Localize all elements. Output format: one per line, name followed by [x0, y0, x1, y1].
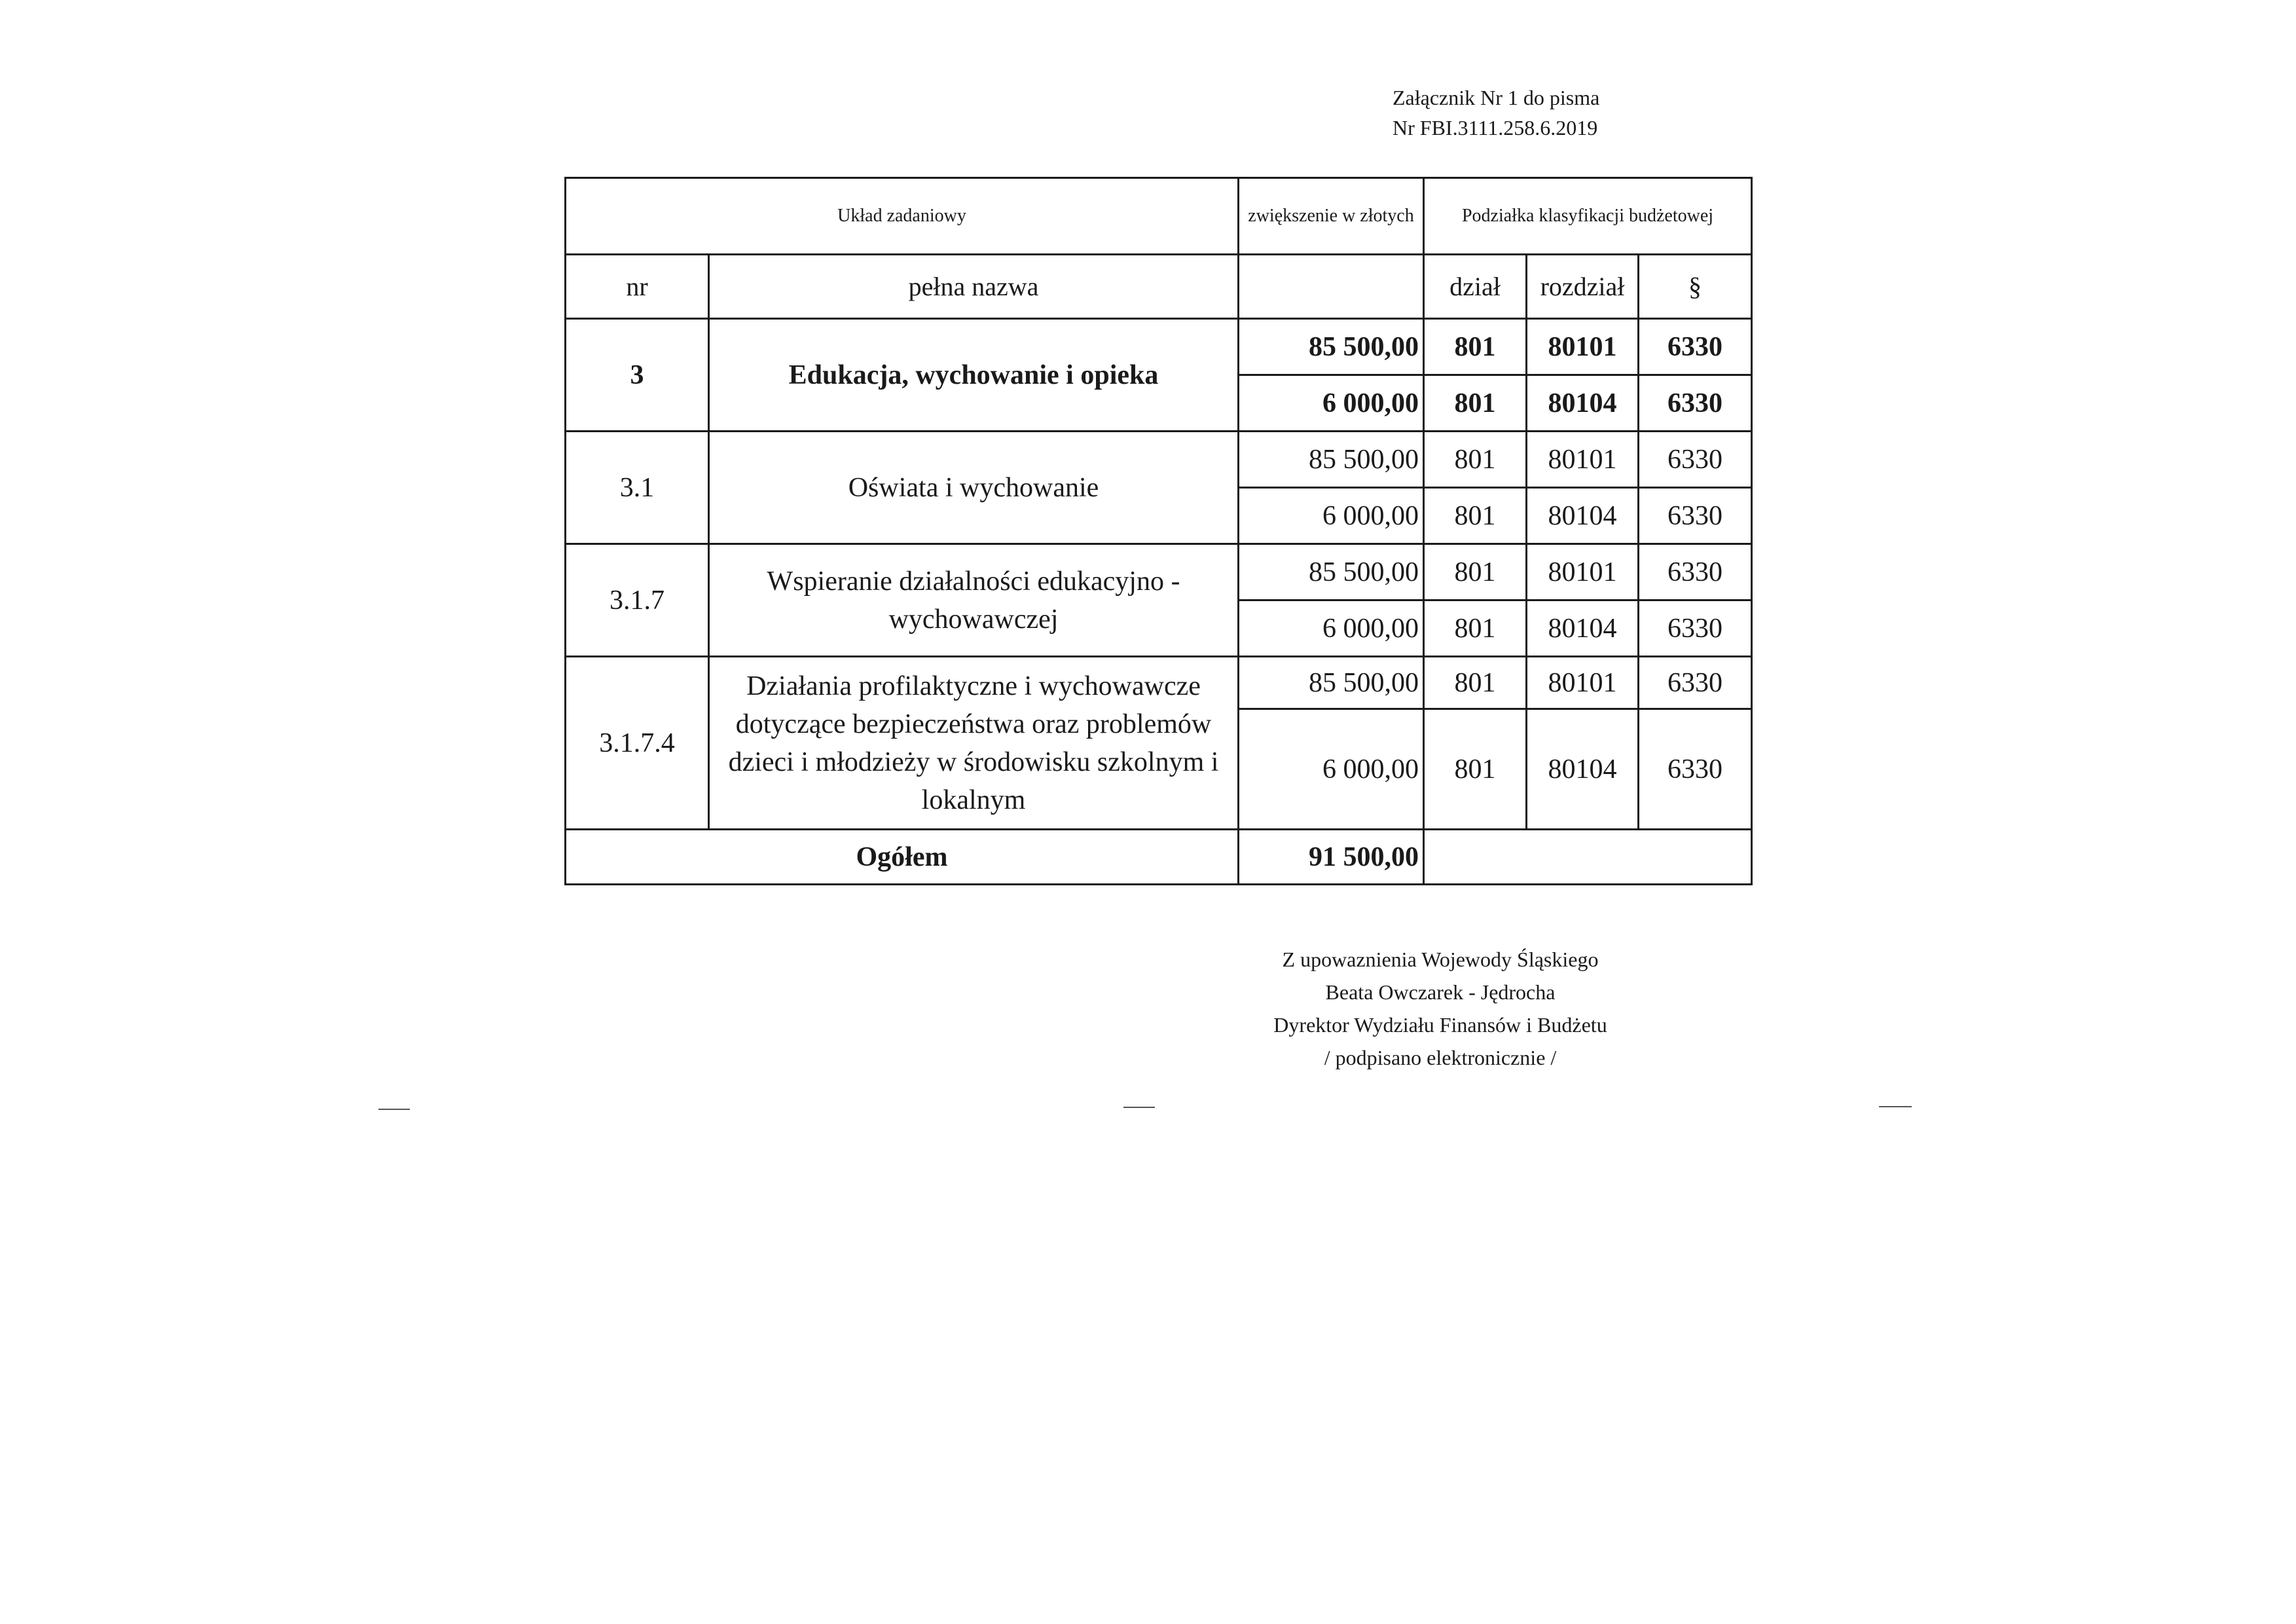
nr-header: nr — [566, 255, 709, 319]
signature-line-1: Z upowaznienia Wojewody Śląskiego — [1282, 948, 1599, 971]
group-nr: 3.1.7.4 — [566, 657, 709, 830]
attachment-reference — [1393, 83, 1654, 143]
rozdzial-cell: 80101 — [1527, 432, 1639, 488]
amount-cell: 85 500,00 — [1239, 432, 1424, 488]
dzial-cell: 801 — [1424, 375, 1527, 432]
group-nr: 3.1 — [566, 432, 709, 544]
group-nr: 3 — [566, 319, 709, 432]
rozdzial-cell: 80104 — [1527, 375, 1639, 432]
dzial-header: dział — [1424, 255, 1527, 319]
header-row-2 — [566, 255, 1752, 319]
paragraf-cell: 6330 — [1639, 375, 1752, 432]
total-label: Ogółem — [566, 830, 1239, 885]
attachment-line-1: Załącznik Nr 1 do pisma — [1393, 86, 1600, 109]
signature-line-2: Beata Owczarek - Jędrocha — [1325, 980, 1556, 1004]
rozdzial-cell: 80104 — [1527, 600, 1639, 657]
rozdzial-cell: 80101 — [1527, 319, 1639, 375]
task-layout-header: Układ zadaniowy — [566, 178, 1239, 255]
table-row — [566, 657, 1752, 709]
full-name-header: pełna nazwa — [709, 255, 1239, 319]
amount-cell: 6 000,00 — [1239, 709, 1424, 830]
rozdzial-cell: 80104 — [1527, 488, 1639, 544]
group-nr: 3.1.7 — [566, 544, 709, 657]
paragraf-cell: 6330 — [1639, 432, 1752, 488]
rozdzial-cell: 80101 — [1527, 544, 1639, 600]
dzial-cell: 801 — [1424, 319, 1527, 375]
signature-line-4: / podpisano elektronicznie / — [1324, 1046, 1557, 1069]
group-name: Oświata i wychowanie — [709, 432, 1239, 544]
dzial-cell: 801 — [1424, 432, 1527, 488]
paragraf-cell: 6330 — [1639, 657, 1752, 709]
amount-cell: 85 500,00 — [1239, 544, 1424, 600]
paragraf-cell: 6330 — [1639, 319, 1752, 375]
dzial-cell: 801 — [1424, 488, 1527, 544]
group-name: Wspieranie działalności edukacyjno - wychowawczej — [709, 544, 1239, 657]
paragraf-cell: 6330 — [1639, 709, 1752, 830]
dzial-cell: 801 — [1424, 600, 1527, 657]
group-name: Działania profilaktyczne i wychowawcze dotyczące bezpieczeństwa oraz problemów dzieci i młodzieży w środowisku szkolnym i lokalnym — [709, 657, 1239, 830]
amount-cell: 85 500,00 — [1239, 319, 1424, 375]
scan-mark-right — [1879, 1106, 1912, 1107]
table-row — [566, 432, 1752, 488]
paragraf-cell: 6330 — [1639, 488, 1752, 544]
table-row — [566, 544, 1752, 600]
rozdzial-header: rozdział — [1527, 255, 1639, 319]
scan-mark-left — [378, 1109, 410, 1110]
attachment-line-2: Nr FBI.3111.258.6.2019 — [1393, 116, 1598, 139]
paragraph-header: § — [1639, 255, 1752, 319]
increase-subheader-empty — [1239, 255, 1424, 319]
amount-cell: 6 000,00 — [1239, 488, 1424, 544]
rozdzial-cell: 80101 — [1527, 657, 1639, 709]
rozdzial-cell: 80104 — [1527, 709, 1639, 830]
table-row — [566, 319, 1752, 375]
scan-mark-center — [1123, 1107, 1155, 1108]
header-row-1 — [566, 178, 1752, 255]
total-empty-cell — [1424, 830, 1752, 885]
budget-table — [564, 177, 1753, 885]
signature-block — [1178, 943, 1702, 1074]
total-row — [566, 830, 1752, 885]
group-name: Edukacja, wychowanie i opieka — [709, 319, 1239, 432]
dzial-cell: 801 — [1424, 657, 1527, 709]
paragraf-cell: 6330 — [1639, 544, 1752, 600]
amount-cell: 6 000,00 — [1239, 375, 1424, 432]
amount-cell: 85 500,00 — [1239, 657, 1424, 709]
paragraf-cell: 6330 — [1639, 600, 1752, 657]
dzial-cell: 801 — [1424, 544, 1527, 600]
signature-line-3: Dyrektor Wydziału Finansów i Budżetu — [1273, 1013, 1607, 1037]
dzial-cell: 801 — [1424, 709, 1527, 830]
amount-cell: 6 000,00 — [1239, 600, 1424, 657]
total-amount: 91 500,00 — [1239, 830, 1424, 885]
classification-header: Podziałka klasyfikacji budżetowej — [1424, 178, 1752, 255]
increase-header: zwiększenie w złotych — [1239, 178, 1424, 255]
